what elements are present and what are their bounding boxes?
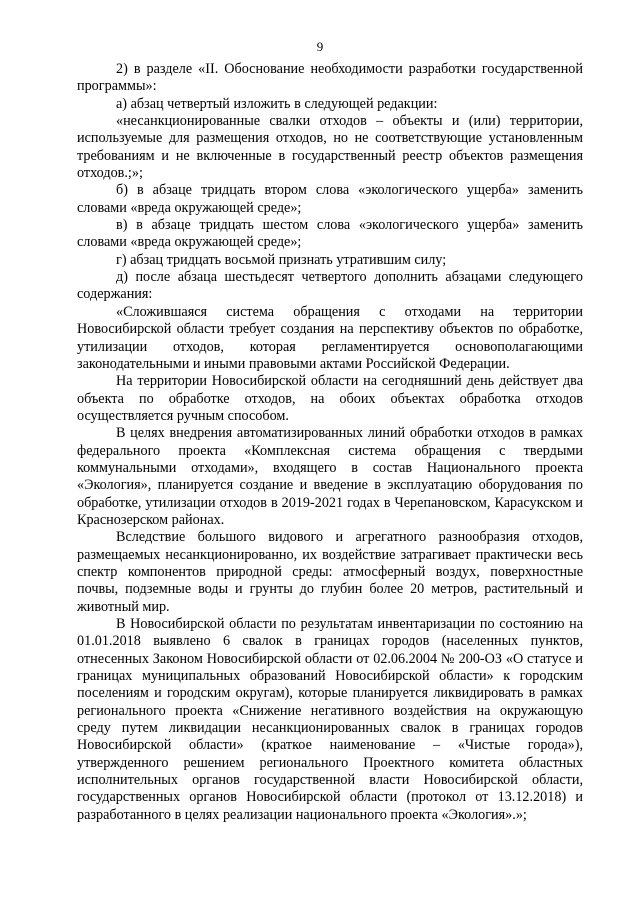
paragraph-item-v: в) в абзаце тридцать шестом слова «экологического ущерба» заменить словами «вреда окружающей среде»; [77, 217, 583, 251]
paragraph-definition-unauthorized-dumps: «несанкционированные свалки отходов – объекты и (или) территории, используемые для размещения отходов, но не соответствующие установленным требованиям и не включенные в государственный реестр объектов размещения отходов.;»; [77, 113, 583, 182]
paragraph-processing-facilities: На территории Новосибирской области на сегодняшний день действует два объекта по обработке отходов, на обоих объектах обработка отходов осуществляется ручным способом. [77, 373, 583, 424]
paragraph-environmental-impact: Вследствие большого видового и агрегатного разнообразия отходов, размещаемых несанкционированно, их воздействие затрагивает практически весь спектр компонентов природной среды: атмосферный воздух, поверхностные почвы, подземные воды и грунты до глубин более 20 метров, растительный и животный мир. [77, 529, 583, 615]
paragraph-item-b: б) в абзаце тридцать втором слова «экологического ущерба» заменить словами «вреда окружающей среде»; [77, 182, 583, 216]
paragraph-section-ii-heading: 2) в разделе «II. Обоснование необходимости разработки государственной программы»: [77, 61, 583, 95]
paragraph-automated-lines: В целях внедрения автоматизированных линий обработки отходов в рамках федерального проекта «Комплексная система обращения с твердыми коммунальными отходами», входящего в состав Национального проекта «Экология», планируется создание и введение в эксплуатацию оборудования по обработке, утилизации отходов в 2019-2021 годах в Черепановском, Карасукском и Краснозерском районах. [77, 425, 583, 528]
paragraph-item-a: а) абзац четвертый изложить в следующей редакции: [116, 95, 438, 112]
document-body [77, 61, 583, 824]
page-number: 9 [316, 39, 324, 54]
paragraph-item-d: д) после абзаца шестьдесят четвертого дополнить абзацами следующего содержания: [77, 269, 583, 303]
paragraph-waste-system: «Сложившаяся система обращения с отходами на территории Новосибирской области требует создания на перспективу объектов по обработке, утилизации отходов, которая регламентируется основополагающими законодательными и иными правовыми актами Российской Федерации. [77, 303, 583, 372]
paragraph-item-g: г) абзац тридцать восьмой признать утратившим силу; [116, 251, 447, 268]
paragraph-inventory-results: В Новосибирской области по результатам инвентаризации по состоянию на 01.01.2018 выявлено 6 свалок в границах городов (населенных пунктов, отнесенных Законом Новосибирской области от 02.06.2004 № 200-ОЗ «О статусе и границах муниципальных образований Новосибирской области» к городским поселениям и городским округам), которые планируется ликвидировать в рамках регионального проекта «Снижение негативного воздействия на окружающую среду путем ликвидации несанкционированных свалок в границах городов Новосибирской области» (краткое наименование – «Чистые города»), утвержденного решением регионального Проектного комитета областных исполнительных органов государственной власти Новосибирской области, государственных органов Новосибирской области (протокол от 13.12.2018) и разработанного в целях реализации национального проекта «Экология».»; [77, 616, 583, 823]
